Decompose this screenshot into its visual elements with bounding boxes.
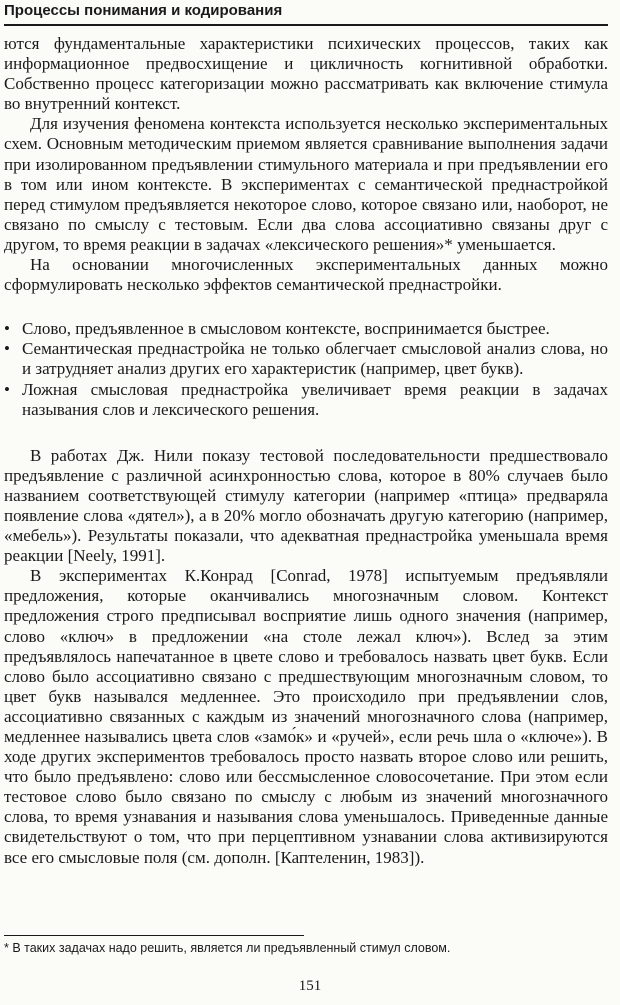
paragraph: ются фундаментальные характеристики психических процессов, таких как информационное предвосхищение и цикличность когнитивной обработки. Собственно процесс категоризации можно рассматривать как включение стимула во внутренний контекст. <box>4 34 608 114</box>
running-title: Процессы понимания и кодирования <box>4 2 283 19</box>
paragraph: В работах Дж. Нили показу тестовой последовательности предшествовало предъявление с различной асинхронностью слова, которое в 80% случаев было названием соответствующей стимулу категории (например «птица» предваряла появление слова «дятел»), а в 20% могло обозначать другую категорию (например, «мебель»). Результаты показали, что адекватная преднастройка уменьшала время реакции [Neely, 1991]. <box>4 445 608 566</box>
running-header <box>4 2 608 26</box>
list-item: • Слово, предъявленное в смысловом контексте, воспринимается быстрее. <box>4 319 608 339</box>
list-item: • Семантическая преднастройка не только облегчает смысловой анализ слова, но и затрудняет анализ других его характеристик (например, цвет букв). <box>4 339 608 379</box>
footnote-divider <box>4 935 304 936</box>
paragraph: Для изучения феномена контекста используется несколько экспериментальных схем. Основным методическим приемом является сравнивание выполнения задачи при изолированном предъявлении стимульного материала и при предъявлении его в том или ином контексте. В экспериментах с семантической преднастройкой перед стимулом предъявляется некоторое слово, которое связано или, наоборот, не связано по смыслу с тестовым. Если два слова ассоциативно связаны друг с другом, то время реакции в задачах «лексического решения»* уменьшается. <box>4 114 608 254</box>
page-number: 151 <box>298 978 322 994</box>
footnote: * В таких задачах надо решить, является ли предъявленный стимул словом. <box>4 941 451 955</box>
list-item: • Ложная смысловая преднастройка увеличивает время реакции в задачах называния слов и лексического решения. <box>4 380 608 420</box>
paragraph: На основании многочисленных экспериментальных данных можно сформулировать несколько эффектов семантической преднастройки. <box>4 255 608 295</box>
effects-list <box>4 319 608 419</box>
page-body <box>4 34 608 868</box>
paragraph: В экспериментах К.Конрад [Conrad, 1978] испытуемым предъявляли предложения, которые оканчивались многозначным словом. Контекст предложения строго предписывал восприятие лишь одного значения (например, слово «ключ» в предложении «на столе лежал ключ»). Вслед за этим предъявлялось напечатанное в цвете слово и требовалось назвать цвет букв. Если слово было ассоциативно связано с предшествующим многозначным словом, то цвет букв назывался медленнее. Это происходило при предъявлении слов, ассоциативно связанных с каждым из значений многозначного слова (например, медленнее назывались цвета слов «замо́к» и «ручей», если речь шла о «ключе»). В ходе других экспериментов требовалось просто назвать второе слово или решить, что было предъявлено: слово или бессмысленное словосочетание. При этом если тестовое слово было связано по смыслу с любым из значений многозначного слова, то время узнавания и называния слова уменьшалось. Приведенные данные свидетельствуют о том, что при перцептивном узнавании слова активизируются все его смысловые поля (см. дополн. [Каптеленин, 1983]). <box>4 566 608 867</box>
